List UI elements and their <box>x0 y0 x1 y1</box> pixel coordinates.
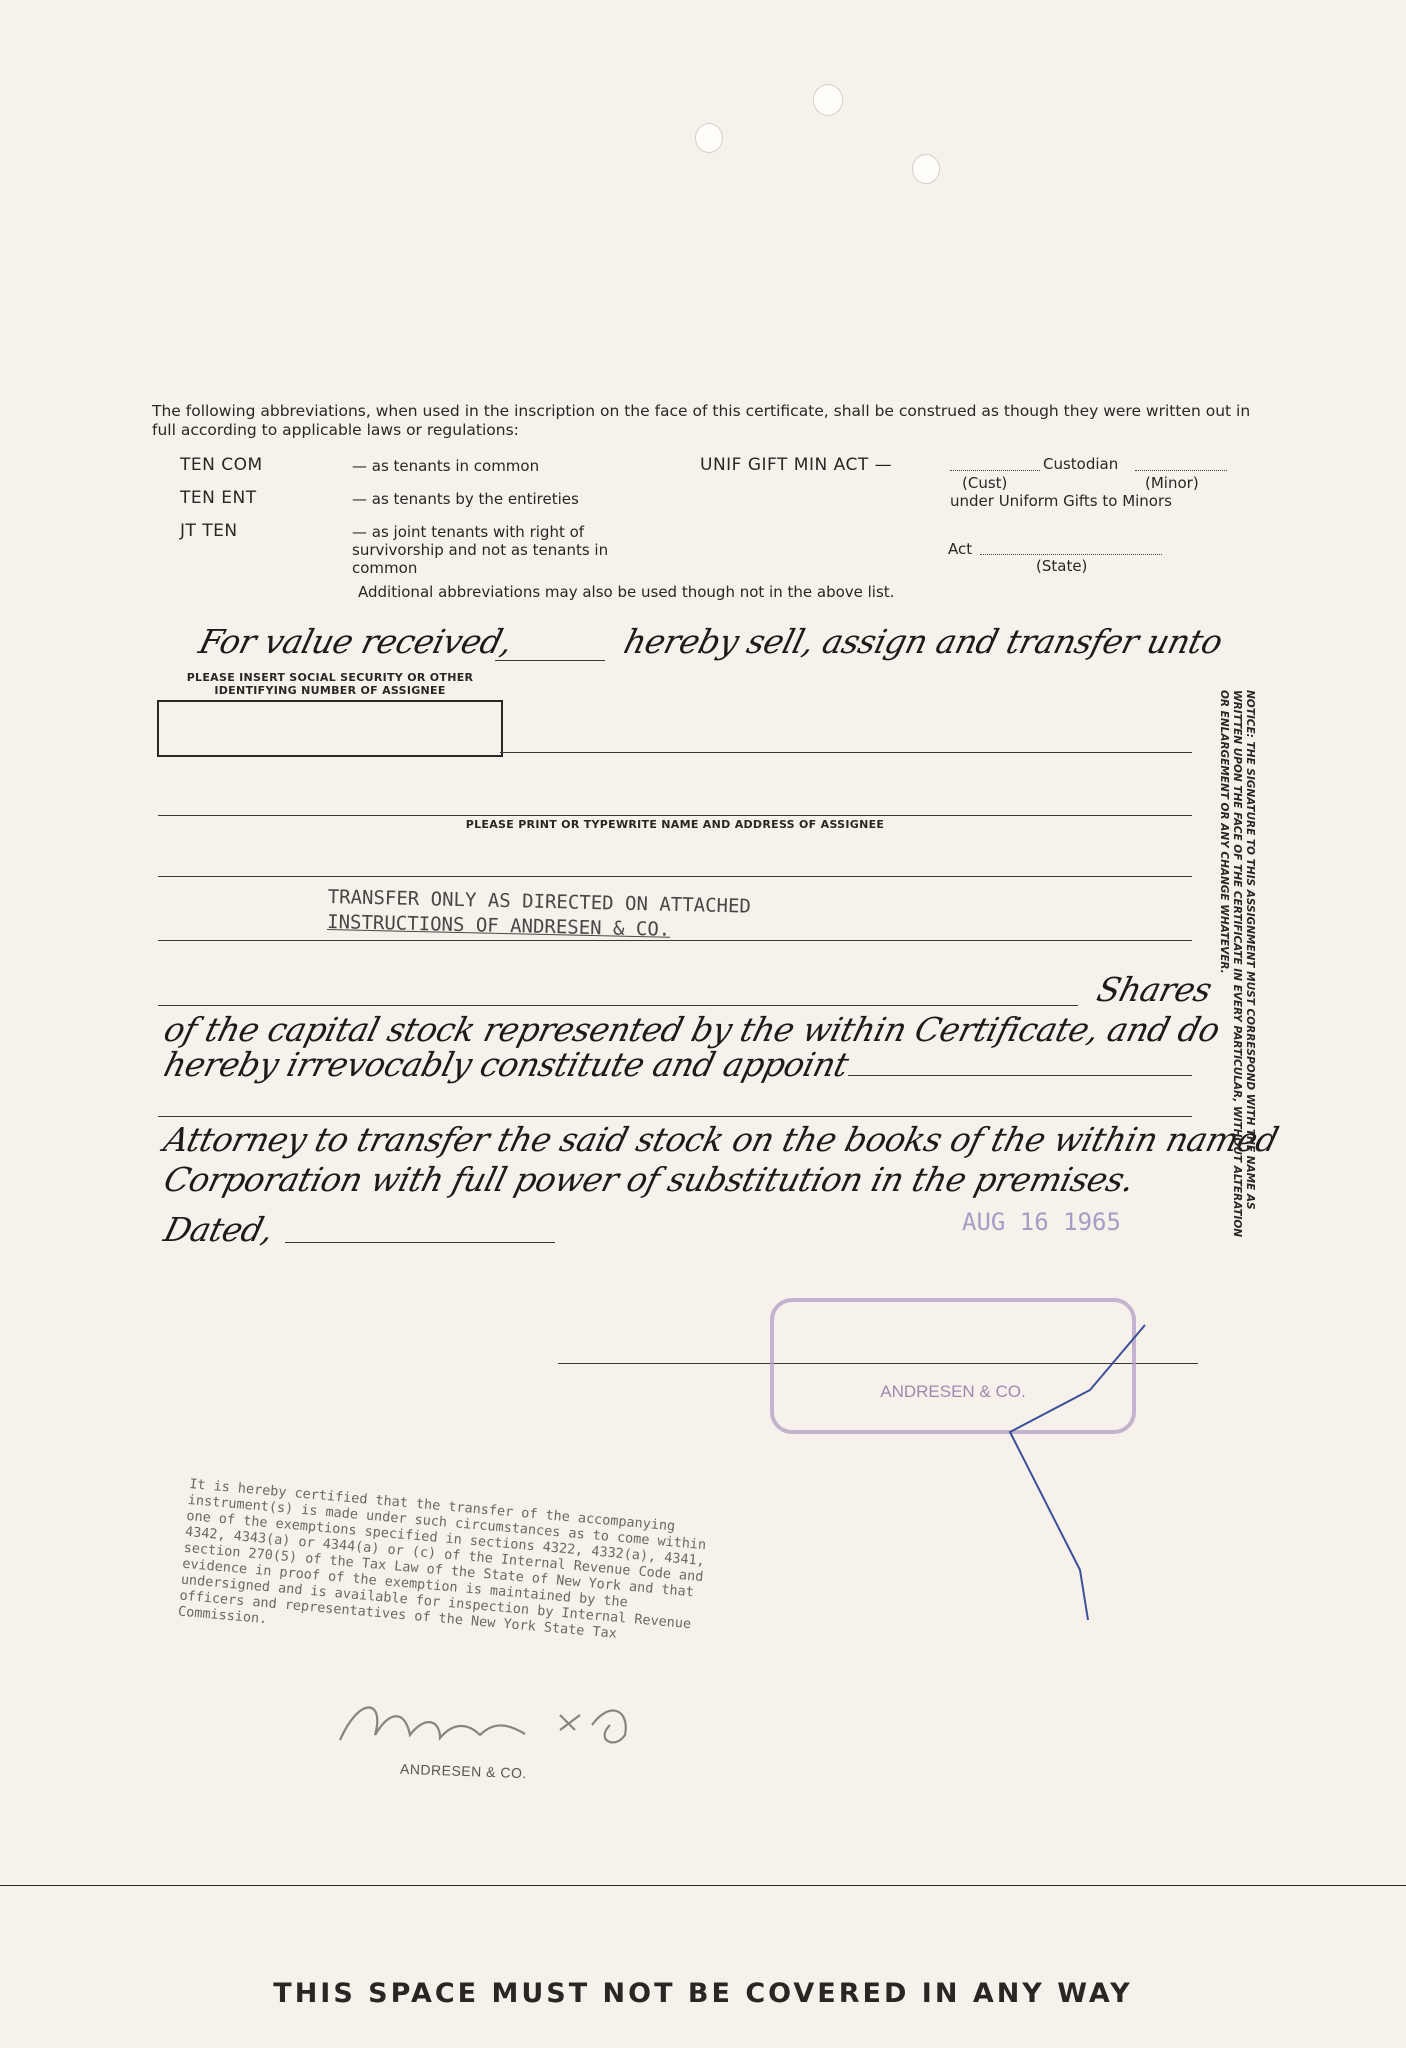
guarantor-stamp-text: ANDRESEN & CO. <box>880 1382 1026 1401</box>
shares-text: Shares <box>1093 970 1216 1009</box>
corporation-text: Corporation with full power of substitution in the premises. <box>160 1160 1139 1199</box>
notice-text: NOTICE: THE SIGNATURE TO THIS ASSIGNMENT MUST CORRESPOND WITH THE NAME AS WRITTEN UPON THE FACE OF THE CERTIFICATE IN EVERY PARTICULAR, WITHOUT ALTERATION OR ENLARGEMENT OR ANY CHANGE WHATEVER. <box>1218 690 1256 1238</box>
def-ten-com: — as tenants in common <box>352 457 540 475</box>
ssn-input-box[interactable] <box>157 700 503 757</box>
abbr-ten-com: TEN COM <box>180 455 263 475</box>
assignee-line-1 <box>500 752 1192 753</box>
def-jt-ten: — as joint tenants with right of survivorship and not as tenants in common <box>352 523 609 577</box>
pen-stroke <box>980 1310 1160 1630</box>
custodian-blank <box>950 454 1040 471</box>
assignee-address-line-2 <box>158 940 1192 941</box>
cust-label: (Cust) <box>962 474 1008 492</box>
bottom-rule <box>0 1885 1406 1886</box>
assignee-address-line-1 <box>158 876 1192 877</box>
state-label: (State) <box>1036 557 1088 575</box>
ssn-label: PLEASE INSERT SOCIAL SECURITY OR OTHER IDENTIFYING NUMBER OF ASSIGNEE <box>186 671 474 697</box>
punch-hole <box>912 154 940 184</box>
assignor-line <box>495 660 605 661</box>
abbr-jt-ten: JT TEN <box>180 521 238 541</box>
minor-blank <box>1135 454 1227 471</box>
attorney-text: Attorney to transfer the said stock on the books of the within named <box>160 1120 1283 1159</box>
unif-gift-label: UNIF GIFT MIN ACT — <box>700 455 893 475</box>
act-label: Act <box>948 540 973 558</box>
signature-caption: ANDRESEN & CO. <box>399 1760 528 1782</box>
attorney-line-1 <box>848 1075 1192 1076</box>
custodian-label: Custodian <box>1043 455 1119 473</box>
additional-note: Additional abbreviations may also be used though not in the above list. <box>358 583 895 601</box>
tax-certification: It is hereby certified that the transfer of the accompanying instrument(s) is made under such circumstances as to come within one of the exemptions specified in sections 4322, 4332(a), 4341, 4342, 4343(a) or 4344(a) or (c) of the Internal Revenue Code and section 270(5) of the Tax Law of the State of New York and that evidence in proof of the exemption is maintained by the undersigned and is available for inspection by Internal Revenue officers and representatives of the New York State Tax Commission. <box>177 1476 707 1642</box>
hereby-sell-text: hereby sell, assign and transfer unto <box>620 622 1227 661</box>
footer-warning: THIS SPACE MUST NOT BE COVERED IN ANY WAY <box>273 1978 1133 2009</box>
hereby-irrevocably-text: hereby irrevocably constitute and appoint <box>160 1045 853 1084</box>
state-blank <box>980 538 1162 555</box>
punch-hole <box>813 84 843 116</box>
assignee-line-2 <box>158 815 1192 816</box>
attorney-line-2 <box>158 1116 1192 1117</box>
uniform-gifts-label: under Uniform Gifts to Minors <box>950 492 1172 510</box>
abbreviations-intro: The following abbreviations, when used in the inscription on the face of this certificate, shall be construed as though they were written out in full according to applicable laws or regulations: <box>152 402 1251 439</box>
def-ten-ent: — as tenants by the entireties <box>352 490 579 508</box>
stamp-line-1: TRANSFER ONLY AS DIRECTED ON ATTACHED <box>327 885 752 918</box>
stamp-line-2: INSTRUCTIONS OF ANDRESEN & CO. <box>326 910 671 941</box>
transfer-instructions-stamp <box>327 885 751 945</box>
for-value-received: For value received, <box>195 622 517 661</box>
andresen-signature <box>330 1690 650 1760</box>
capital-stock-text: of the capital stock represented by the within Certificate, and do <box>160 1010 1224 1049</box>
date-stamp: AUG 16 1965 <box>962 1208 1121 1236</box>
date-line <box>285 1242 555 1243</box>
print-name-label: PLEASE PRINT OR TYPEWRITE NAME AND ADDRESS OF ASSIGNEE <box>465 818 885 831</box>
dated-text: Dated, <box>160 1210 278 1249</box>
abbr-ten-ent: TEN ENT <box>180 488 257 508</box>
shares-line <box>158 1005 1078 1006</box>
minor-label: (Minor) <box>1145 474 1199 492</box>
punch-hole <box>695 123 723 153</box>
